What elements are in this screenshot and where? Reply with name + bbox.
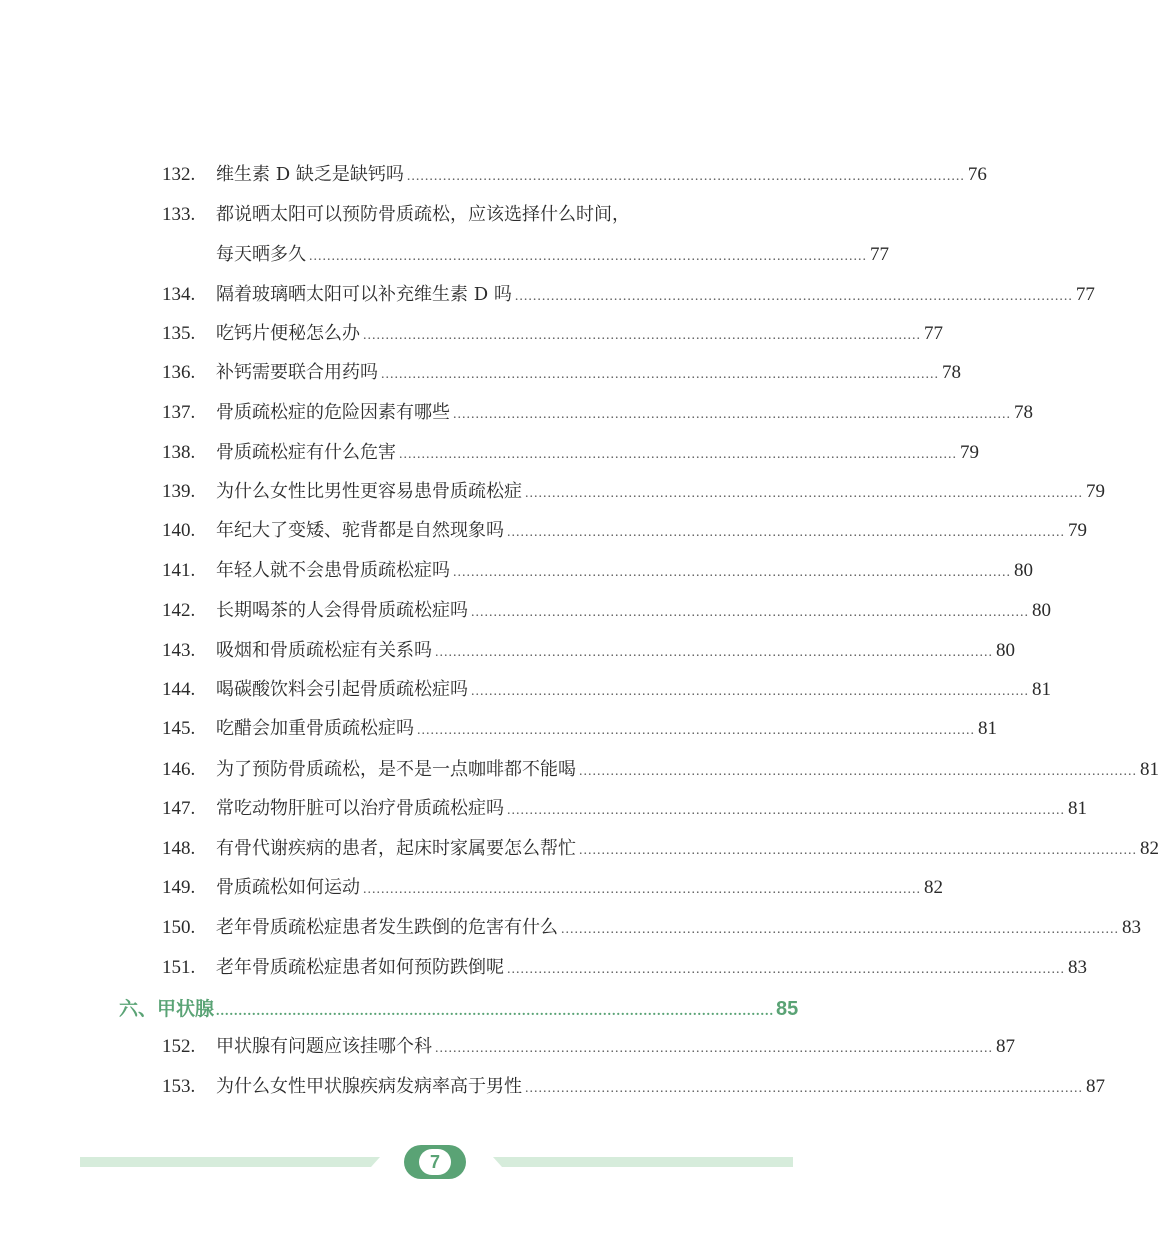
entry-page: 77 bbox=[924, 323, 943, 344]
leader-dots: ............................................................................................................................ bbox=[406, 169, 965, 184]
toc-entry[interactable] bbox=[162, 596, 1051, 626]
entry-number: 143. bbox=[162, 640, 196, 661]
page-number: 7 bbox=[429, 1152, 440, 1172]
entry-page: 87 bbox=[1086, 1076, 1105, 1097]
entry-number: 139. bbox=[162, 481, 196, 502]
entry-title: 喝碳酸饮料会引起骨质疏松症吗 bbox=[216, 679, 468, 700]
entry-number: 135. bbox=[162, 323, 196, 344]
entry-number: 137. bbox=[162, 402, 196, 423]
toc-entry[interactable] bbox=[162, 438, 979, 468]
entry-title-continuation: 每天晒多久 bbox=[216, 244, 306, 265]
entry-page: 78 bbox=[1014, 402, 1033, 423]
entry-number: 133. bbox=[162, 204, 196, 225]
leader-dots: ............................................................................................................................ bbox=[453, 565, 1011, 580]
toc-entry[interactable] bbox=[162, 398, 1033, 428]
entry-page: 76 bbox=[967, 164, 987, 185]
entry-page: 81 bbox=[1068, 798, 1087, 819]
entry-title: 为了预防骨质疏松，是不是一点咖啡都不能喝 bbox=[216, 759, 576, 780]
leader-dots: ............................................................................................................................ bbox=[435, 645, 993, 660]
toc-entry[interactable] bbox=[162, 516, 1087, 546]
entry-title: 吃醋会加重骨质疏松症吗 bbox=[216, 718, 414, 739]
entry-number: 146. bbox=[162, 759, 196, 780]
toc-entry[interactable] bbox=[162, 873, 943, 903]
toc-entry[interactable] bbox=[162, 477, 1105, 507]
leader-dots: ............................................................................................................................ bbox=[579, 764, 1137, 779]
entry-title: 骨质疏松症的危险因素有哪些 bbox=[216, 402, 450, 423]
entry-title: 年轻人就不会患骨质疏松症吗 bbox=[216, 560, 450, 581]
entry-page: 80 bbox=[1032, 600, 1051, 621]
entry-number: 141. bbox=[162, 560, 196, 581]
entry-number: 144. bbox=[162, 679, 196, 700]
entry-number: 147. bbox=[162, 798, 196, 819]
entry-page: 81 bbox=[978, 718, 997, 739]
footer-bar-left bbox=[80, 1157, 380, 1167]
leader-dots: ............................................................................................................................ bbox=[471, 684, 1029, 699]
toc-entry[interactable] bbox=[162, 834, 1159, 864]
entry-page: 80 bbox=[996, 640, 1015, 661]
entry-number: 132. bbox=[162, 164, 196, 185]
toc-entry-continuation[interactable] bbox=[162, 240, 889, 270]
leader-dots: ............................................................................................................................ bbox=[525, 486, 1083, 501]
entry-title: 吸烟和骨质疏松症有关系吗 bbox=[216, 640, 432, 661]
leader-dots: ............................................................................................................................ bbox=[363, 328, 921, 343]
entry-page: 79 bbox=[1068, 520, 1087, 541]
entry-title: 吃钙片便秘怎么办 bbox=[216, 323, 360, 344]
leader-dots: ............................................................................................................................ bbox=[399, 447, 957, 462]
entry-title: 都说晒太阳可以预防骨质疏松，应该选择什么时间， bbox=[216, 204, 630, 225]
toc-entry[interactable] bbox=[162, 280, 1095, 310]
leader-dots: ............................................................................................................................ bbox=[507, 962, 1065, 977]
leader-dots: ............................................................................................................................ bbox=[381, 367, 939, 382]
entry-page: 81 bbox=[1140, 759, 1159, 780]
toc-entry[interactable] bbox=[162, 675, 1051, 705]
entry-page: 81 bbox=[1032, 679, 1051, 700]
footer-bar-right bbox=[493, 1157, 793, 1167]
entry-number: 153. bbox=[162, 1076, 196, 1097]
entry-title: 年纪大了变矮、驼背都是自然现象吗 bbox=[216, 520, 504, 541]
leader-dots: ............................................................................................................................ bbox=[561, 922, 1119, 937]
entry-page: 77 bbox=[1075, 284, 1095, 305]
entry-page: 77 bbox=[870, 244, 889, 265]
entry-page: 79 bbox=[960, 442, 979, 463]
entry-page: 87 bbox=[996, 1036, 1015, 1057]
entry-page: 80 bbox=[1014, 560, 1033, 581]
entry-number: 152. bbox=[162, 1036, 196, 1057]
entry-number: 151. bbox=[162, 957, 196, 978]
leader-dots: ............................................................................................................................ bbox=[216, 1004, 775, 1019]
toc-entry[interactable] bbox=[162, 1072, 1105, 1102]
entry-page: 78 bbox=[942, 362, 961, 383]
leader-dots: ............................................................................................................................ bbox=[514, 289, 1073, 304]
entry-number: 134. bbox=[162, 284, 196, 305]
entry-number: 148. bbox=[162, 838, 196, 859]
toc-entry[interactable] bbox=[162, 200, 739, 230]
entry-number: 149. bbox=[162, 877, 196, 898]
section-page: 85 bbox=[776, 998, 799, 1020]
entry-page: 82 bbox=[924, 877, 943, 898]
entry-title: 老年骨质疏松症患者发生跌倒的危害有什么 bbox=[216, 917, 558, 938]
toc-entry[interactable] bbox=[162, 755, 1159, 785]
entry-title: 补钙需要联合用药吗 bbox=[216, 362, 378, 383]
entry-title: 老年骨质疏松症患者如何预防跌倒呢 bbox=[216, 957, 504, 978]
entry-number: 142. bbox=[162, 600, 196, 621]
toc-entry[interactable] bbox=[162, 556, 1033, 586]
toc-entry[interactable] bbox=[162, 953, 1087, 983]
leader-dots: ............................................................................................................................ bbox=[525, 1081, 1083, 1096]
entry-page: 79 bbox=[1086, 481, 1105, 502]
entry-page: 83 bbox=[1068, 957, 1087, 978]
leader-dots: ............................................................................................................................ bbox=[417, 723, 975, 738]
toc-entry[interactable] bbox=[162, 1032, 1015, 1062]
toc-entry[interactable] bbox=[162, 358, 961, 388]
entry-title: 为什么女性比男性更容易患骨质疏松症 bbox=[216, 481, 522, 502]
leader-dots: ............................................................................................................................ bbox=[363, 882, 921, 897]
toc-entry[interactable] bbox=[162, 913, 1141, 943]
leader-dots: ............................................................................................................................ bbox=[309, 249, 867, 264]
entry-number: 150. bbox=[162, 917, 196, 938]
section-heading[interactable] bbox=[119, 993, 799, 1025]
entry-number: 140. bbox=[162, 520, 196, 541]
section-title: 六、甲状腺 bbox=[119, 998, 215, 1020]
toc-entry[interactable] bbox=[162, 794, 1087, 824]
leader-dots: ............................................................................................................................ bbox=[507, 525, 1065, 540]
entry-number: 136. bbox=[162, 362, 196, 383]
entry-title: 常吃动物肝脏可以治疗骨质疏松症吗 bbox=[216, 798, 504, 819]
toc-entry[interactable] bbox=[162, 160, 987, 190]
toc-entry[interactable] bbox=[162, 636, 1015, 666]
entry-title: 隔着玻璃晒太阳可以补充维生素 D 吗 bbox=[216, 284, 512, 305]
entry-title: 甲状腺有问题应该挂哪个科 bbox=[216, 1036, 432, 1057]
entry-number: 145. bbox=[162, 718, 196, 739]
entry-number: 138. bbox=[162, 442, 196, 463]
entry-title: 有骨代谢疾病的患者，起床时家属要怎么帮忙 bbox=[216, 838, 576, 859]
leader-dots: ............................................................................................................................ bbox=[579, 843, 1137, 858]
toc-entry[interactable] bbox=[162, 319, 943, 349]
leader-dots: ............................................................................................................................ bbox=[507, 803, 1065, 818]
entry-page: 83 bbox=[1122, 917, 1141, 938]
entry-title: 骨质疏松症有什么危害 bbox=[216, 442, 396, 463]
entry-title: 长期喝茶的人会得骨质疏松症吗 bbox=[216, 600, 468, 621]
toc-entry[interactable] bbox=[162, 714, 997, 744]
entry-title: 维生素 D 缺乏是缺钙吗 bbox=[216, 164, 404, 185]
page-footer bbox=[0, 1140, 857, 1184]
leader-dots: ............................................................................................................................ bbox=[471, 605, 1029, 620]
leader-dots: ............................................................................................................................ bbox=[435, 1041, 993, 1056]
leader-dots: ............................................................................................................................ bbox=[453, 407, 1011, 422]
entry-title: 为什么女性甲状腺疾病发病率高于男性 bbox=[216, 1076, 522, 1097]
entry-page: 82 bbox=[1140, 838, 1159, 859]
entry-title: 骨质疏松如何运动 bbox=[216, 877, 360, 898]
